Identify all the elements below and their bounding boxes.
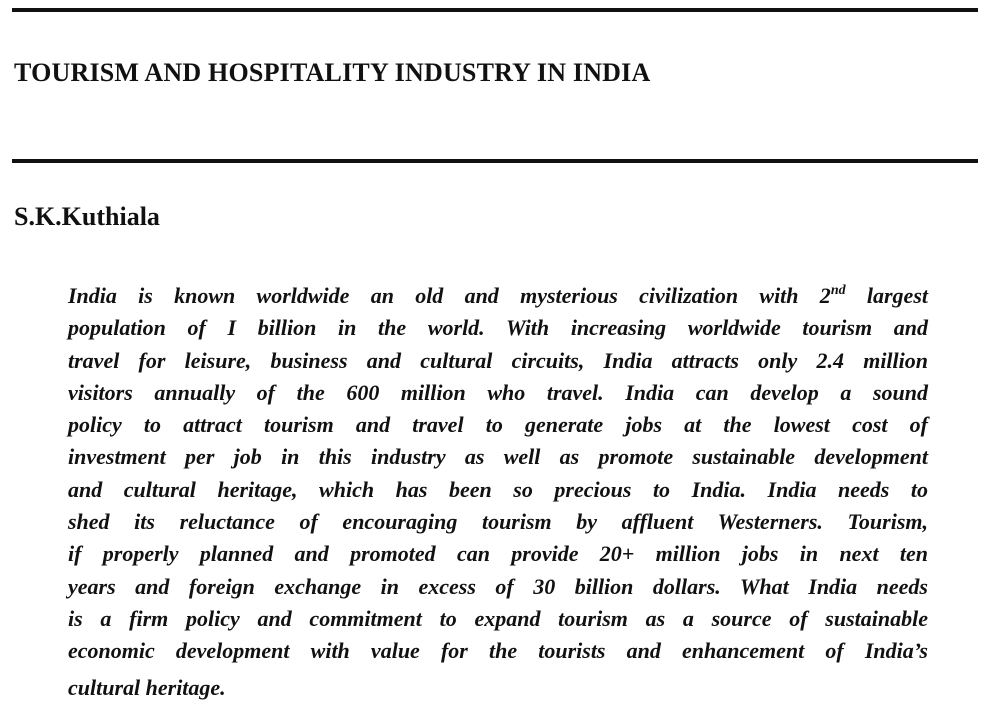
abstract-line: shed its reluctance of encouraging tourism by affluent Westerners. Tourism, <box>68 509 928 535</box>
abstract-paragraph <box>68 280 928 704</box>
abstract-line: economic development with value for the tourists and enhancement of India’s <box>68 638 928 664</box>
abstract-line: policy to attract tourism and travel to generate jobs at the lowest cost of <box>68 412 928 438</box>
abstract-line: travel for leisure, business and cultural circuits, India attracts only 2.4 million <box>68 347 928 373</box>
abstract-line: and cultural heritage, which has been so precious to India. India needs to <box>68 476 928 502</box>
ordinal-superscript: nd <box>830 283 846 298</box>
section-divider <box>12 159 978 163</box>
abstract-line: years and foreign exchange in excess of 30 billion dollars. What India needs <box>68 573 928 599</box>
abstract-line: visitors annually of the 600 million who travel. India can develop a sound <box>68 379 928 405</box>
abstract-line: India is known worldwide an old and mysterious civilization with 2nd largest <box>68 283 928 308</box>
abstract-line: is a firm policy and commitment to expand tourism as a source of sustainable <box>68 605 928 631</box>
abstract-line: cultural heritage. <box>68 674 226 700</box>
abstract-line: if properly planned and promoted can provide 20+ million jobs in next ten <box>68 541 928 567</box>
abstract-line: investment per job in this industry as well as promote sustainable development <box>68 444 928 470</box>
abstract-line: population of I billion in the world. With increasing worldwide tourism and <box>68 315 928 341</box>
author-name: S.K.Kuthiala <box>14 202 160 231</box>
paper-title: TOURISM AND HOSPITALITY INDUSTRY IN INDIA <box>14 58 651 87</box>
top-rule <box>12 8 978 12</box>
